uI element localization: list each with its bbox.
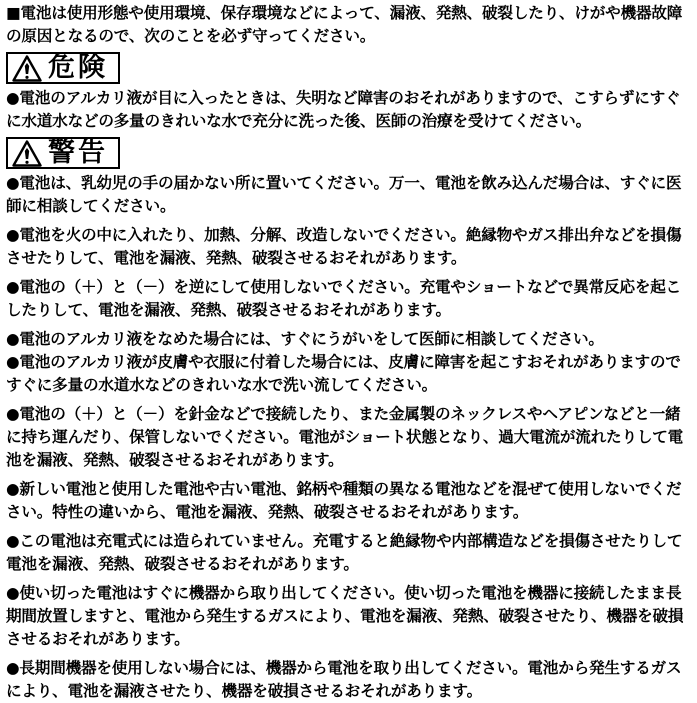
warning-header (6, 137, 120, 169)
danger-header (6, 52, 120, 84)
warning-item: ●電池を火の中に入れたり、加熱、分解、改造しないでください。絶縁物やガス排出弁などを損傷させたりして、電池を漏液、発熱、破裂させるおそれがあります。 (6, 226, 682, 267)
warning-item: ●電池は、乳幼児の手の届かない所に置いてください。万一、電池を飲み込んだ場合は、すぐに医師に相談してください。 (6, 174, 682, 215)
warning-item: ●電池の（＋）と（－）を針金などで接続したり、また金属製のネックレスやヘアピンなどと一緒に持ち運んだり、保管しないでください。電池がショート状態となり、過大電流が流れたりして電池を漏液、発熱、破裂させるおそれがあります。 (6, 405, 684, 469)
warning-item: ●電池のアルカリ液をなめた場合には、すぐにうがいをして医師に相談してください。 (6, 330, 604, 348)
warning-item: ●新しい電池と使用した電池や古い電池、銘柄や種類の異なる電池などを混ぜて使用しないでください。特性の違いから、電池を漏液、発熱、破裂させるおそれがあります。 (6, 480, 682, 521)
danger-label: 危険 (48, 52, 108, 83)
warning-item: ●電池の（＋）と（－）を逆にして使用しないでください。充電やショートなどで異常反応を起こしたりして、電池を漏液、発熱、破裂させるおそれがあります。 (6, 278, 682, 319)
danger-item: ●電池のアルカリ液が目に入ったときは、失明など障害のおそれがありますので、こすらずにすぐに水道水などの多量のきれいな水で充分に洗った後、医師の治療を受けてください。 (6, 89, 681, 130)
warning-item: ●使い切った電池はすぐに機器から取り出してください。使い切った電池を機器に接続したまま長期間放置しますと、電池から発生するガスにより、電池を漏液、発熱、破裂させたり、機器を破損させるおそれがあります。 (6, 584, 684, 648)
warning-label: 警告 (48, 137, 108, 168)
warning-triangle-icon (12, 55, 42, 82)
warning-item: ●電池のアルカリ液が皮膚や衣服に付着した場合には、皮膚に障害を起こすおそれがありますのですぐに多量の水道水などのきれいな水で洗い流してください。 (6, 353, 681, 394)
intro-text: ■電池は使用形態や使用環境、保存環境などによって、漏液、発熱、破裂したり、けがや機器故障の原因となるので、次のことを必ず守ってください。 (6, 4, 683, 45)
warning-item: ●この電池は充電式には造られていません。充電すると絶縁物や内部構造などを損傷させたりして電池を漏液、発熱、破裂させるおそれがあります。 (6, 532, 683, 573)
warning-item: ●長期間機器を使用しない場合には、機器から電池を取り出してください。電池から発生するガスにより、電池を漏液させたり、機器を破損させるおそれがあります。 (6, 659, 682, 700)
warning-triangle-icon (12, 140, 42, 167)
